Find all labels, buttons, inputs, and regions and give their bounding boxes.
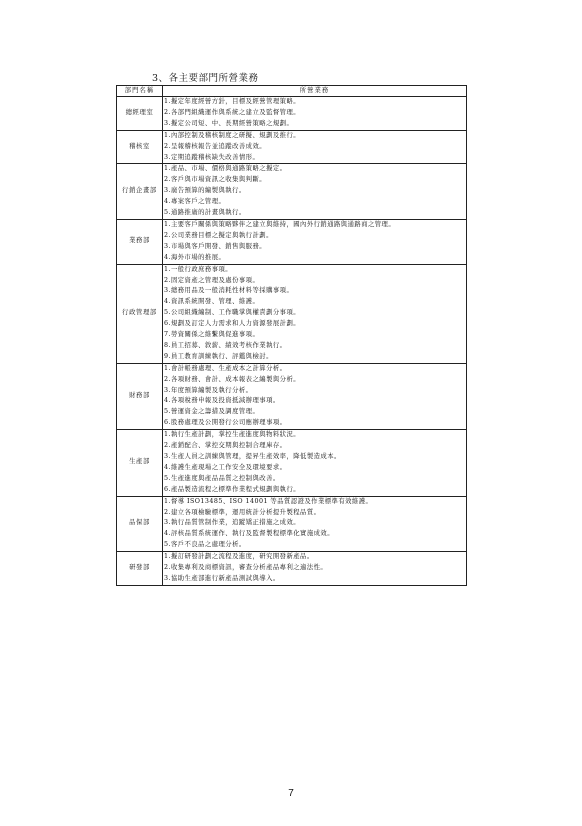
table-row [117,552,467,586]
duty-item: 4.評核品質系統運作、執行及監督製程標準化實施成效。 [164,530,335,538]
duty-item: 1.產品、市場、價格與通路策略之擬定。 [164,165,287,173]
duty-item: 3.廣告預算的編製與執行。 [164,187,246,195]
duty-item: 2.建立各項檢驗標準，運用統計分析提升製程品質。 [164,508,321,516]
department-duties-table [116,85,467,586]
duty-item: 1.督導 ISO13485、ISO 14001 等品質認證及作業標準有效維護。 [164,497,373,505]
department-name-cell: 行銷企畫部 [117,164,163,220]
table-row [117,164,467,220]
duty-item: 1.執行生產計劃，掌控生產進度與物料狀況。 [164,431,301,439]
department-name-cell: 研發部 [117,552,163,586]
header-department-name: 部門名稱 [117,86,163,97]
duty-item: 6.規劃及訂定人力需求和人力資源發展計劃。 [164,320,301,328]
duty-item: 4.各項稅務申報及投資抵減辦理事項。 [164,397,280,405]
duty-item: 2.客戶與市場資訊之收集與判斷。 [164,176,267,184]
duty-item: 9.員工教育訓練執行、評鑑與檢討。 [164,352,273,360]
duty-item: 2.公司業務目標之擬定與執行計劃。 [164,231,273,239]
table-row [117,130,467,164]
duties-cell [163,219,467,264]
duties-cell [163,97,467,131]
duty-item: 2.產銷配合、掌控交期與控制合理庫存。 [164,442,287,450]
duties-cell [163,130,467,164]
duties-cell [163,496,467,552]
duty-item: 7.勞資關係之維繫與促進事項。 [164,331,260,339]
table-row [117,264,467,363]
department-name-cell: 業務部 [117,219,163,264]
duties-cell [163,552,467,586]
duty-item: 3.執行品質管制作業，追蹤矯正措施之成效。 [164,519,301,527]
duty-item: 5.營運資金之籌措及調度管理。 [164,408,260,416]
duty-item: 2.各項財務、會計、成本報表之編製與分析。 [164,375,301,383]
duty-item: 5.通路推廣的計畫與執行。 [164,209,246,217]
duty-item: 3.總務用品及一般消耗性材料等採購事項。 [164,287,294,295]
department-name-cell: 行政管理部 [117,264,163,363]
header-business-scope: 所營業務 [163,86,467,97]
section-title: 3、各主要部門所營業務 [152,73,259,84]
department-name-cell: 生產部 [117,430,163,496]
duty-item: 6.股務處理及公開發行公司應辦理事項。 [164,419,287,427]
duty-item: 3.擬定公司短、中、長期經營策略之規劃。 [164,119,294,127]
duty-item: 1.會計帳務處理、生產成本之計算分析。 [164,364,287,372]
duty-item: 8.員工招募、敘薪、績效考核作業執行。 [164,341,287,349]
table-row [117,430,467,496]
duty-item: 3.生產人員之訓練與管理，提昇生產效率，降低製造成本。 [164,453,341,460]
duty-item: 1.擬定年度經營方針，目標及經營管理策略。 [164,98,301,105]
duty-item: 4.專案客戶之管理。 [164,198,226,206]
department-name-cell: 品保部 [117,496,163,552]
duty-item: 1.主要客戶關係與策略夥伴之建立與維持，國內外行銷通路與通路商之管理。 [164,220,396,228]
duty-item: 2.呈報稽核報告並追蹤改善成效。 [164,142,267,150]
duty-item: 5.生產進度與產品品質之控制與改善。 [164,474,280,482]
duty-item: 4.維護生產現場之工作安全及環境要求。 [164,463,287,471]
table-row [117,363,467,429]
duty-item: 4.海外市場的推展。 [164,253,226,261]
duty-item: 5.公司組織編制、工作職掌與權責劃分事項。 [164,309,301,317]
duty-item: 4.資訊系統開發、管理、維護。 [164,298,260,306]
duties-cell [163,164,467,220]
duty-item: 2.各部門組織運作與系統之建立及監督管理。 [164,108,301,116]
page-number: 7 [288,788,294,799]
duty-item: 1.內部控制及稽核制度之研擬、規劃及推行。 [164,131,301,139]
duty-item: 2.收集專利及商標資訊，審查分析產品專利之適法性。 [164,564,328,572]
duty-item: 1.一般行政庶務事項。 [164,265,233,273]
duty-item: 1.擬訂研發計劃之流程及進度，研究開發新產品。 [164,553,314,561]
table-row [117,97,467,131]
duties-cell [163,430,467,496]
table-row [117,219,467,264]
duty-item: 5.客戶不良品之處理分析。 [164,541,246,549]
duty-item: 3.年度預算編製及執行分析。 [164,386,253,394]
table-body [117,97,467,586]
duty-item: 3.市場與客戶開發、銷售與服務。 [164,242,267,250]
table-row [117,496,467,552]
duties-cell [163,264,467,363]
duty-item: 2.固定資產之管理及處份事項。 [164,276,260,284]
duties-cell [163,363,467,429]
duty-item: 3.協助生產部進行新產品測試與導入。 [164,574,280,582]
duty-item: 3.定期追蹤稽核缺失改善情形。 [164,153,260,161]
department-name-cell: 總經理室 [117,97,163,131]
department-name-cell: 稽核室 [117,130,163,164]
department-name-cell: 財務部 [117,363,163,429]
duty-item: 6.產品製造流程之標準作業程式規劃與執行。 [164,485,301,493]
table-header-row [117,86,467,97]
